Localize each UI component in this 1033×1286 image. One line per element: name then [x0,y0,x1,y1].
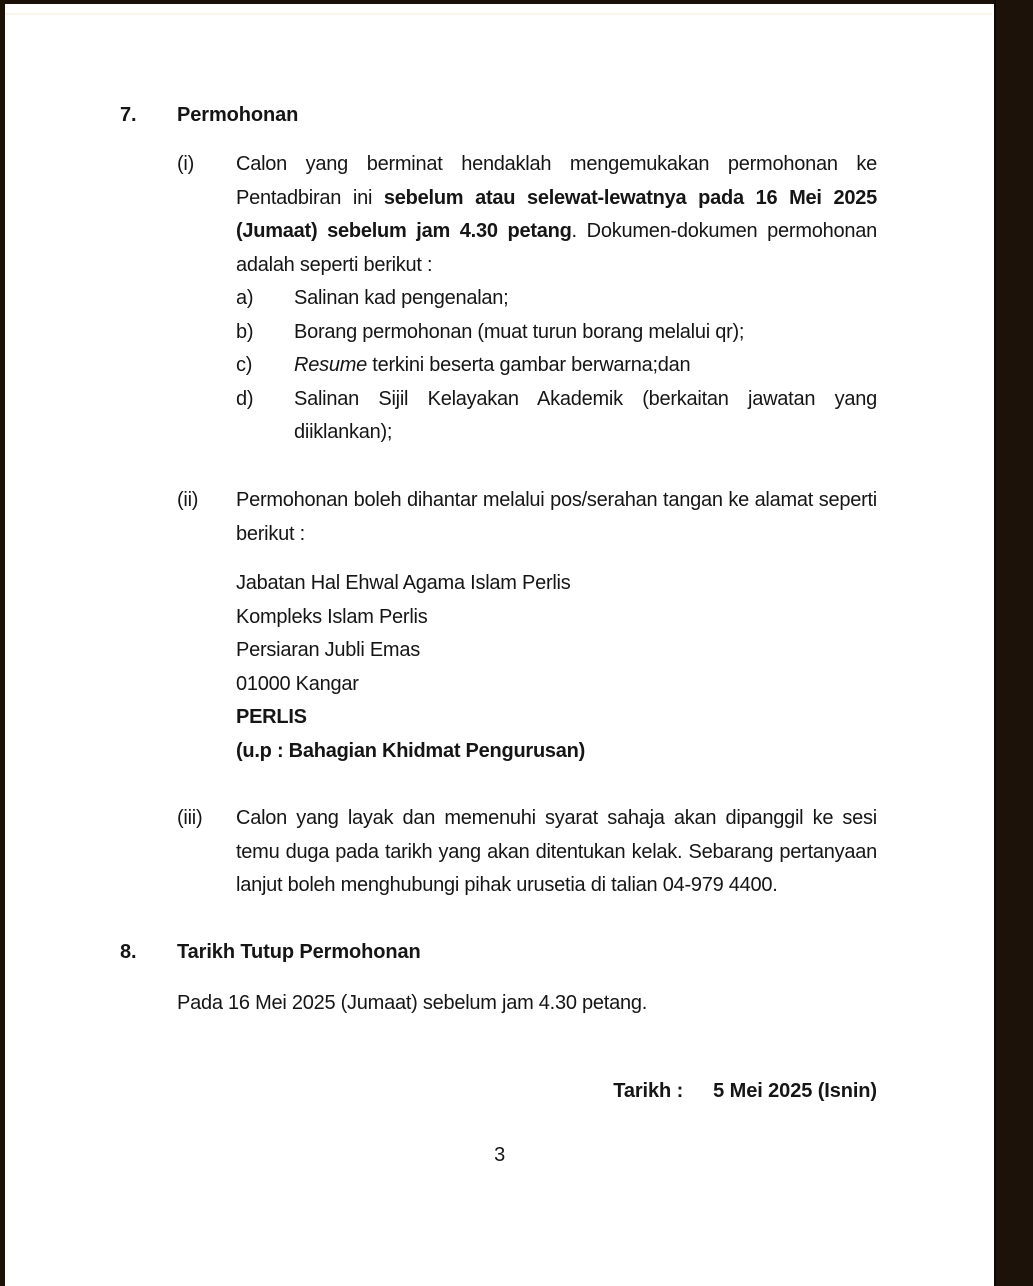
item-iii-line1: Calon yang layak dan memenuhi syarat sahaja akan dipanggil ke sesi [236,807,877,829]
section-8-number: 8. [120,941,137,963]
scan-artifact-line [5,13,992,15]
address-line-3: Persiaran Jubli Emas [236,639,420,661]
item-iii-body [236,802,877,903]
address-line-5: PERLIS [236,706,307,728]
item-i-body [236,148,877,282]
list-item-d-line1: Salinan Sijil Kelayakan Akademik (berkaitan jawatan yang [294,387,877,410]
item-iii-label: (iii) [177,807,203,829]
address-block [236,567,836,768]
list-item-b [236,316,819,350]
list-item-b-label: b) [236,320,254,343]
item-i-line2-regular: Pentadbiran ini [236,186,384,209]
item-i-line3 [236,215,877,249]
address-line-4: 01000 Kangar [236,672,359,695]
page-number: 3 [494,1144,505,1166]
list-item-d-label: d) [236,387,254,410]
list-item-c-italic: Resume [294,354,367,376]
section-8-body: Pada 16 Mei 2025 (Jumaat) sebelum jam 4.30 petang. [177,992,648,1014]
list-item-d [236,383,877,450]
item-i-line4: adalah seperti berikut : [236,253,433,276]
item-iii [177,802,887,903]
section-7-title: Permohonan [177,104,299,126]
list-item-a [236,282,819,316]
list-item-a-text: Salinan kad pengenalan; [294,287,509,309]
item-iii-line2: temu duga pada tarikh yang akan ditentukan kelak. Sebarang pertanyaan [236,840,877,863]
list-item-c-label: c) [236,354,253,376]
item-ii [177,484,887,551]
list-item-c-text [294,349,877,383]
item-i [177,148,887,282]
item-ii-line2: berikut : [236,522,305,545]
item-i-label: (i) [177,153,195,175]
scan-border-right [994,0,1033,1286]
address-line-6: (u.p : Bahagian Khidmat Pengurusan) [236,739,586,762]
section-8-title: Tarikh Tutup Permohonan [177,941,421,963]
item-i-line1: Calon yang berminat hendaklah mengemukakan permohonan ke [236,153,877,175]
item-ii-label: (ii) [177,489,199,511]
list-item-a-label: a) [236,287,254,309]
date-label: Tarikh : [613,1080,684,1102]
date-line [613,1075,877,1109]
item-i-line2 [236,182,877,216]
document-list [236,282,877,450]
item-i-line3-bold: (Jumaat) sebelum jam 4.30 petang [236,220,572,242]
item-iii-line3: lanjut boleh menghubungi pihak urusetia di talian 04-979 4400. [236,874,778,896]
scan-border-left [0,0,5,1286]
list-item-b-text: Borang permohonan (muat turun borang melalui qr); [294,320,745,343]
scan-border-top [0,0,1033,4]
list-item-c [236,349,819,383]
list-item-d-line2: diiklankan); [294,421,393,443]
item-i-line3-regular: . Dokumen-dokumen permohonan [571,220,877,242]
date-value: 5 Mei 2025 (Isnin) [713,1080,877,1102]
section-8-heading [120,936,421,970]
list-item-d-text [294,383,877,450]
item-ii-body [236,484,877,551]
address-line-2: Kompleks Islam Perlis [236,605,428,628]
item-i-line2-bold: sebelum atau selewat-lewatnya pada 16 Mei 2025 [383,186,877,209]
address-line-1: Jabatan Hal Ehwal Agama Islam Perlis [236,572,571,594]
section-7-heading [120,99,298,133]
item-ii-line1: Permohonan boleh dihantar melalui pos/serahan tangan ke alamat seperti [236,489,877,511]
section-7-number: 7. [120,104,137,126]
list-item-c-rest: terkini beserta gambar berwarna;dan [366,354,691,376]
